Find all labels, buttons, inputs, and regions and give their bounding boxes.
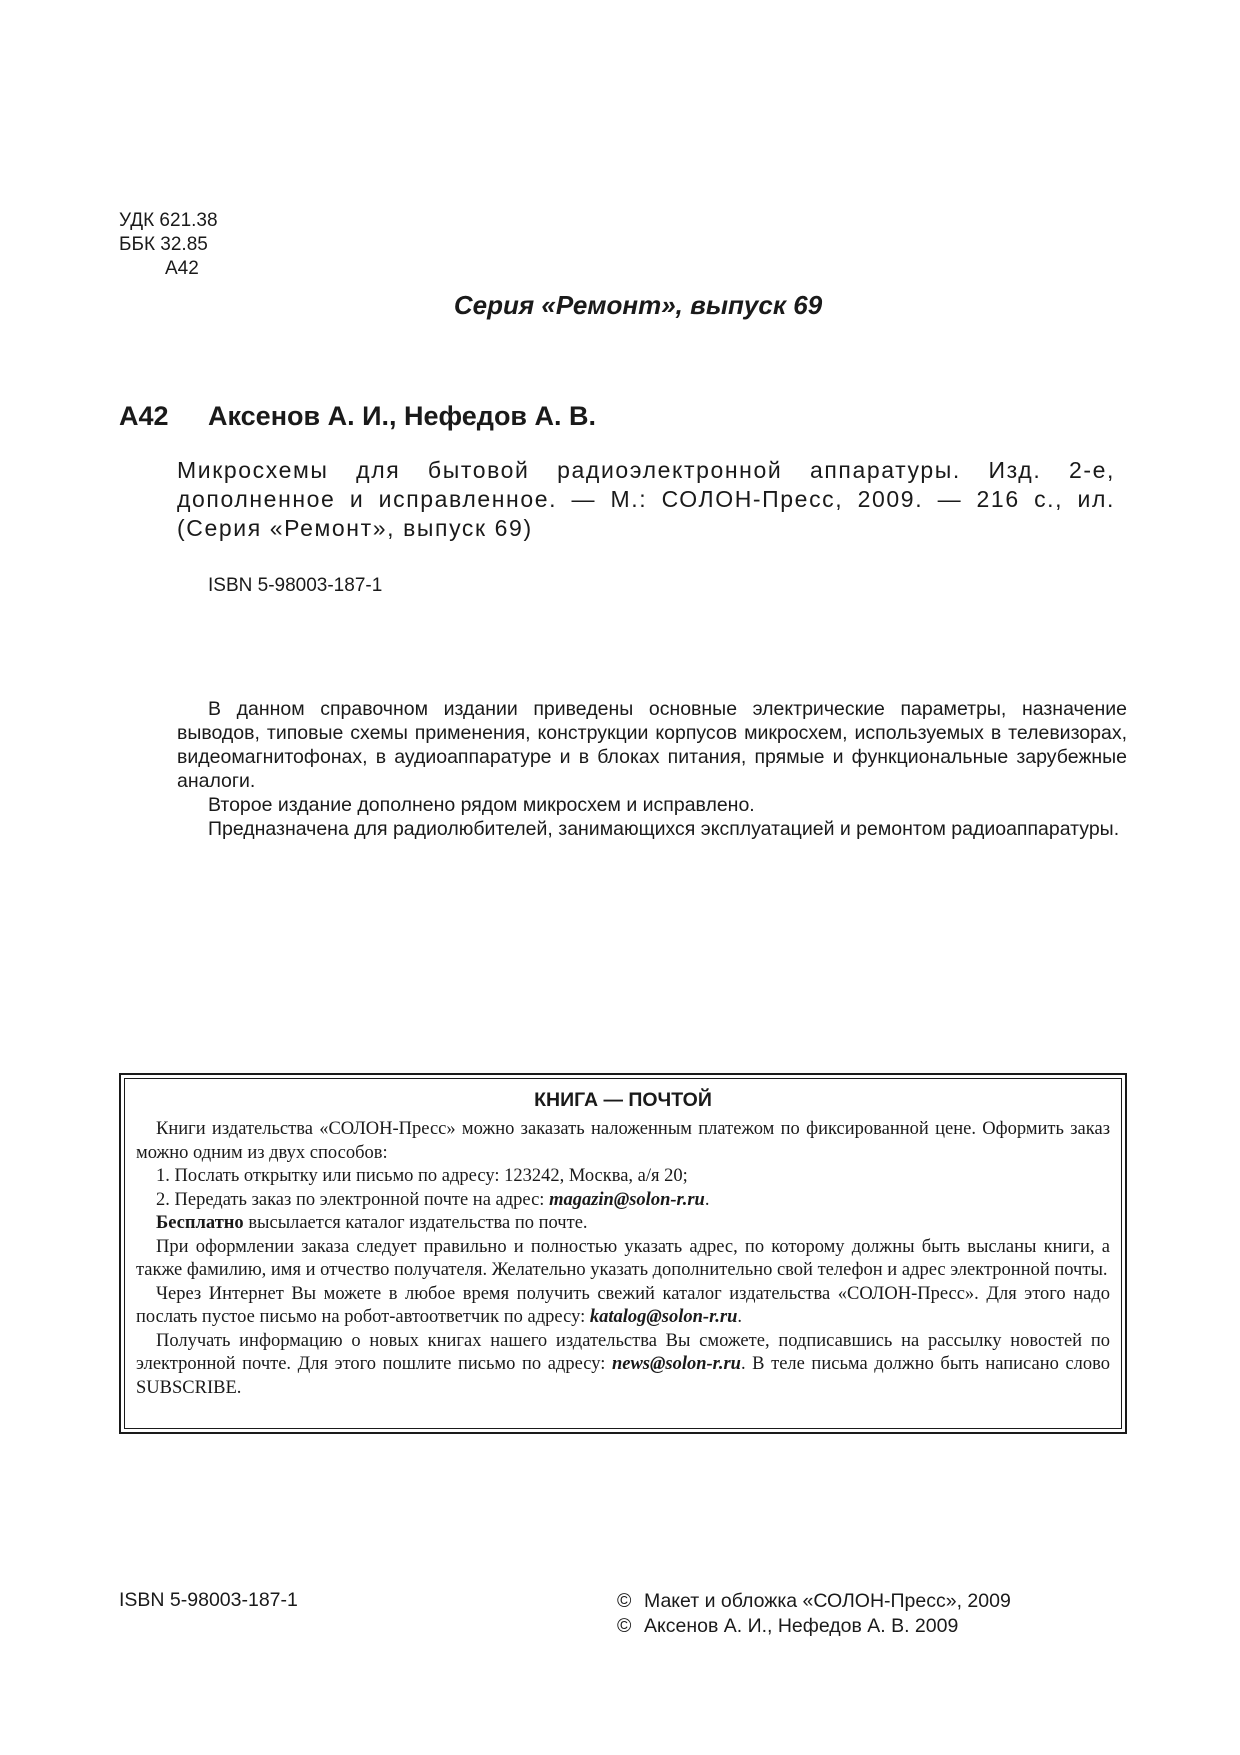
copyright-block (617, 1589, 1011, 1638)
bbk-code: ББК 32.85 (119, 234, 208, 255)
magazin-email-link[interactable]: magazin@solon-r.ru (549, 1189, 705, 1210)
mail-order-title: КНИГА — ПОЧТОЙ (534, 1089, 712, 1111)
news-prefix: Получать информацию о новых книгах нашего издательства Вы сможете, подписавшись на рассылку новостей по электронной почте. Для этого пошлите письмо по адресу: (136, 1330, 1110, 1374)
annotation (177, 697, 1127, 841)
mail-order-item-2 (136, 1189, 1110, 1213)
isbn-top: ISBN 5-98003-187-1 (208, 575, 383, 596)
internet-prefix: Через Интернет Вы можете в любое время получить свежий каталог издательства «СОЛОН-Пресс». Для этого надо послать пустое письмо на робот-автоответчик по адресу: (136, 1283, 1110, 1327)
internet-suffix: . (737, 1307, 742, 1327)
bibliographic-description: Микросхемы для бытовой радиоэлектронной аппаратуры. Изд. 2-е, дополненное и исправленное. — М.: СОЛОН-Пресс, 2009. — 216 с., ил. (Серия «Ремонт», выпуск 69) (177, 457, 1115, 541)
mail-order-free (136, 1212, 1110, 1236)
copyright-icon: © (617, 1590, 632, 1612)
classification-block (119, 209, 218, 281)
mail-order-box (119, 1073, 1127, 1434)
free-rest: высылается каталог издательства по почте. (243, 1213, 588, 1233)
udk-code: УДК 621.38 (119, 210, 218, 231)
item2-suffix: . (704, 1189, 710, 1210)
mail-order-news (136, 1330, 1110, 1401)
isbn-bottom: ISBN 5-98003-187-1 (119, 1589, 298, 1611)
copyright-text-2: Аксенов А. И., Нефедов А. В. 2009 (644, 1614, 959, 1637)
item2-prefix: 2. Передать заказ по электронной почте на адрес: (156, 1189, 550, 1210)
katalog-email-link[interactable]: katalog@solon-r.ru (589, 1307, 738, 1327)
mail-order-inner (124, 1078, 1122, 1429)
mail-order-intro: Книги издательства «СОЛОН-Пресс» можно заказать наложенным платежом по фиксированной цене. Оформить заказ можно одним из двух способов: (136, 1119, 1110, 1163)
mail-order-internet (136, 1283, 1110, 1330)
free-label: Бесплатно (156, 1213, 244, 1233)
news-suffix: . В теле письма должно быть написано слово SUBSCRIBE. (136, 1354, 1110, 1398)
copyright-icon: © (617, 1614, 632, 1637)
heading-authors: Аксенов А. И., Нефедов А. В. (208, 401, 597, 431)
author-code: А42 (165, 258, 199, 279)
series-title: Серия «Ремонт», выпуск 69 (453, 290, 823, 320)
mail-order-item-1: 1. Послать открытку или письмо по адресу: 123242, Москва, а/я 20; (156, 1166, 688, 1186)
copyright-text-1: Макет и обложка «СОЛОН-Пресс», 2009 (644, 1590, 1011, 1612)
annotation-paragraph: Второе издание дополнено рядом микросхем и исправлено. (208, 794, 755, 816)
heading-code: А42 (119, 401, 169, 431)
mail-order-body (136, 1118, 1110, 1400)
annotation-paragraph: В данном справочном издании приведены основные электрические параметры, назначение выводов, типовые схемы применения, конструкции корпусов микросхем, используемых в телевизорах, видеомагнитофонах, в аудиоаппаратуре и в блоках питания, прямые и функциональные зарубежные аналоги. (177, 698, 1127, 792)
copyright-line-1 (617, 1589, 1011, 1614)
copyright-line-2 (617, 1614, 1011, 1639)
news-email-link[interactable]: news@solon-r.ru (611, 1354, 741, 1374)
mail-order-note: При оформлении заказа следует правильно и полностью указать адрес, по которому должны быть высланы книги, а также фамилию, имя и отчество получателя. Желательно указать дополнительно свой телефон и адрес электронной почты. (136, 1236, 1110, 1280)
annotation-paragraph: Предназначена для радиолюбителей, занимающихся эксплуатацией и ремонтом радиоаппаратуры. (208, 818, 1120, 840)
